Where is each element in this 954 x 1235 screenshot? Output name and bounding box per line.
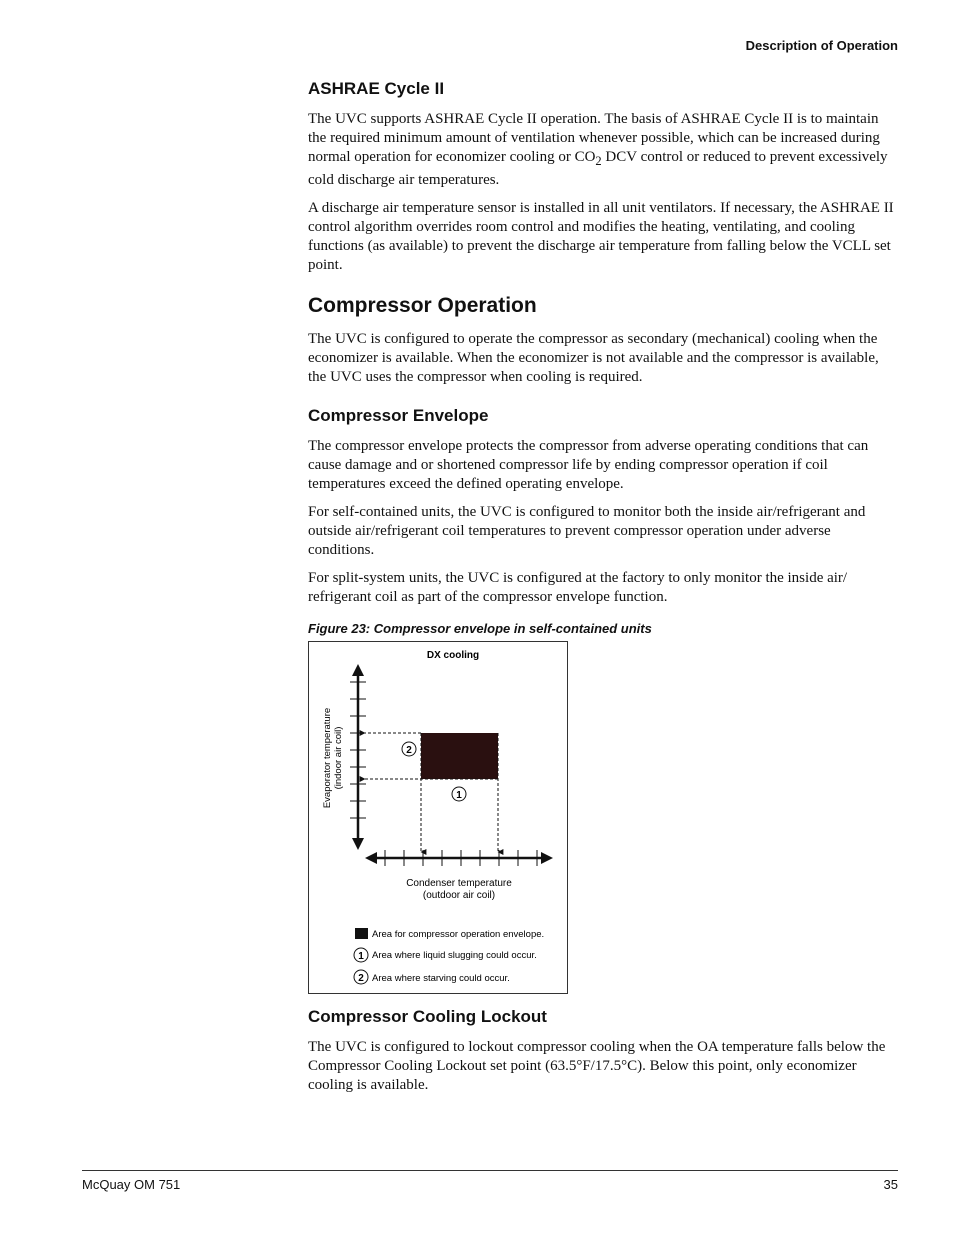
x-axis-arrow-right — [541, 852, 553, 864]
svg-text:2: 2 — [406, 745, 412, 756]
co2-subscript: 2 — [595, 154, 602, 168]
heading-ashrae-cycle-ii: ASHRAE Cycle II — [308, 79, 445, 98]
heading-compressor-cooling-lockout: Compressor Cooling Lockout — [308, 1007, 547, 1026]
legend-swatch-envelope — [355, 928, 368, 939]
y-axis-arrow-bottom — [352, 838, 364, 850]
legend-item-envelope — [355, 928, 544, 940]
operation-envelope-area — [421, 733, 498, 779]
marker-1 — [452, 787, 466, 801]
ashrae-p1-text-cont: DCV control or reduced to prevent excessively cold discharge air temperatures. — [308, 149, 888, 188]
legend — [354, 928, 544, 984]
ashrae-p1-text: The UVC supports ASHRAE Cycle II operation. The basis of ASHRAE Cycle II is to maintain the required minimum amount of ventilation whenever possible, which can be increased during normal operation for economizer cooling or CO — [308, 111, 880, 165]
compressor-operation-paragraph: The UVC is configured to operate the compressor as secondary (mechanical) cooling when the economizer is available. When the economizer is not available and the compressor is available, the UVC uses the compressor when cooling is required. — [308, 331, 879, 385]
ashrae-paragraph-1 — [308, 110, 898, 190]
legend-item-starving — [354, 970, 510, 984]
running-header: Description of Operation — [745, 38, 898, 53]
y-axis-label — [322, 708, 344, 808]
figure-caption: Figure 23: Compressor envelope in self-contained units — [308, 621, 652, 636]
lockout-paragraph: The UVC is configured to lockout compressor cooling when the OA temperature falls below the Compressor Cooling Lockout set point (63.5°F/17.5°C). Below this point, only economizer cooling is available. — [308, 1039, 886, 1093]
heading-compressor-operation: Compressor Operation — [308, 294, 537, 317]
legend-item-slugging — [354, 948, 537, 962]
envelope-diagram — [309, 642, 569, 995]
svg-text:1: 1 — [456, 790, 462, 801]
footer-divider — [82, 1170, 898, 1171]
figure-compressor-envelope — [308, 641, 568, 994]
svg-text:2: 2 — [358, 973, 364, 984]
svg-text:(indoor air coil): (indoor air coil) — [333, 726, 344, 790]
y-axis-arrow-top — [352, 664, 364, 676]
envelope-paragraph-2: For self-contained units, the UVC is configured to monitor both the inside air/refrigerant and outside air/refrigerant coil temperatures to prevent compressor operation under adverse conditions. — [308, 504, 866, 558]
svg-text:Area where starving could occu: Area where starving could occur. — [372, 973, 510, 984]
envelope-paragraph-1: The compressor envelope protects the compressor from adverse operating conditions that can cause damage and or shortened compressor life by ending compressor operation if coil temperatures exceed the defined operating envelope. — [308, 438, 869, 492]
ashrae-paragraph-2: A discharge air temperature sensor is installed in all unit ventilators. If necessary, the ASHRAE II control algorithm overrides room control and modifies the heating, ventilating, and cooling functions (as available) to prevent the discharge air temperature from falling below the VCLL set point. — [308, 200, 894, 273]
svg-text:(outdoor air coil): (outdoor air coil) — [422, 890, 496, 901]
svg-text:Condenser temperature: Condenser temperature — [406, 878, 512, 889]
envelope-paragraph-3: For split-system units, the UVC is configured at the factory to only monitor the inside air/ refrigerant coil as part of the compressor envelope function. — [308, 570, 848, 605]
x-axis-arrow-left — [365, 852, 377, 864]
marker-2 — [402, 742, 416, 756]
svg-text:Area for compressor operation: Area for compressor operation envelope. — [372, 929, 545, 940]
footer-document-id: McQuay OM 751 — [82, 1177, 181, 1192]
svg-text:1: 1 — [358, 951, 364, 962]
page-number: 35 — [883, 1177, 898, 1192]
heading-compressor-envelope: Compressor Envelope — [308, 406, 489, 425]
svg-text:Area where liquid slugging cou: Area where liquid slugging could occur. — [372, 950, 537, 961]
x-axis-label — [406, 878, 512, 901]
svg-text:Evaporator temperature: Evaporator temperature — [322, 707, 333, 809]
diagram-title: DX cooling — [426, 650, 480, 661]
page-content — [308, 78, 898, 1104]
